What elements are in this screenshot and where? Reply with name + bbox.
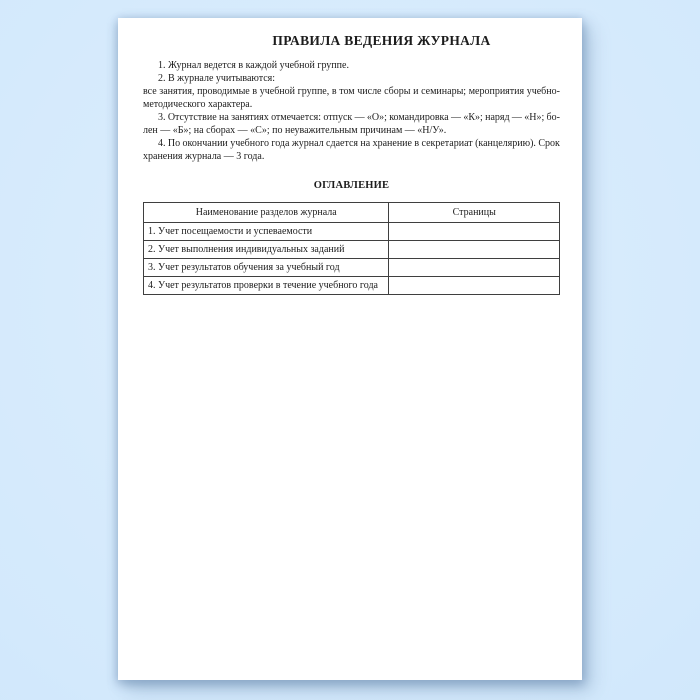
body-line: 3. Отсутствие на занятиях отмечается: отпуск — «О»; командировка — «К»; наряд — «Н»; бо- <box>158 112 560 123</box>
body-line: хранения журнала — 3 года. <box>143 151 265 162</box>
toc-heading: ОГЛАВЛЕНИЕ <box>313 180 390 191</box>
table-row <box>144 259 560 277</box>
body-line: 2. В журнале учитываются: <box>158 73 276 84</box>
table-header-row <box>144 203 560 223</box>
document-page <box>118 18 582 680</box>
body-line: лен — «Б»; на сборах — «С»; по неуважительным причинам — «Н/У». <box>143 125 447 136</box>
section-cell: 4. Учет результатов проверки в течение учебного года <box>144 277 389 295</box>
document-title: ПРАВИЛА ВЕДЕНИЯ ЖУРНАЛА <box>272 33 491 48</box>
column-header-pages: Страницы <box>389 203 560 223</box>
body-line: 4. По окончании учебного года журнал сдается на хранение в секретариат (канцелярию). Срок <box>158 138 560 149</box>
section-cell: 1. Учет посещаемости и успеваемости <box>144 223 389 241</box>
pages-cell <box>389 259 560 277</box>
toc-table <box>143 202 560 295</box>
body-line: 1. Журнал ведется в каждой учебной группе. <box>158 60 349 71</box>
table-row <box>144 277 560 295</box>
document-body <box>143 59 560 163</box>
table-row <box>144 241 560 259</box>
section-cell: 2. Учет выполнения индивидуальных заданий <box>144 241 389 259</box>
pages-cell <box>389 223 560 241</box>
pages-cell <box>389 277 560 295</box>
column-header-sections: Наименование разделов журнала <box>144 203 389 223</box>
section-cell: 3. Учет результатов обучения за учебный год <box>144 259 389 277</box>
body-line: методического характера. <box>143 99 253 110</box>
body-line: все занятия, проводимые в учебной группе, в том числе сборы и семинары; мероприятия учебно- <box>143 86 560 97</box>
pages-cell <box>389 241 560 259</box>
table-row <box>144 223 560 241</box>
